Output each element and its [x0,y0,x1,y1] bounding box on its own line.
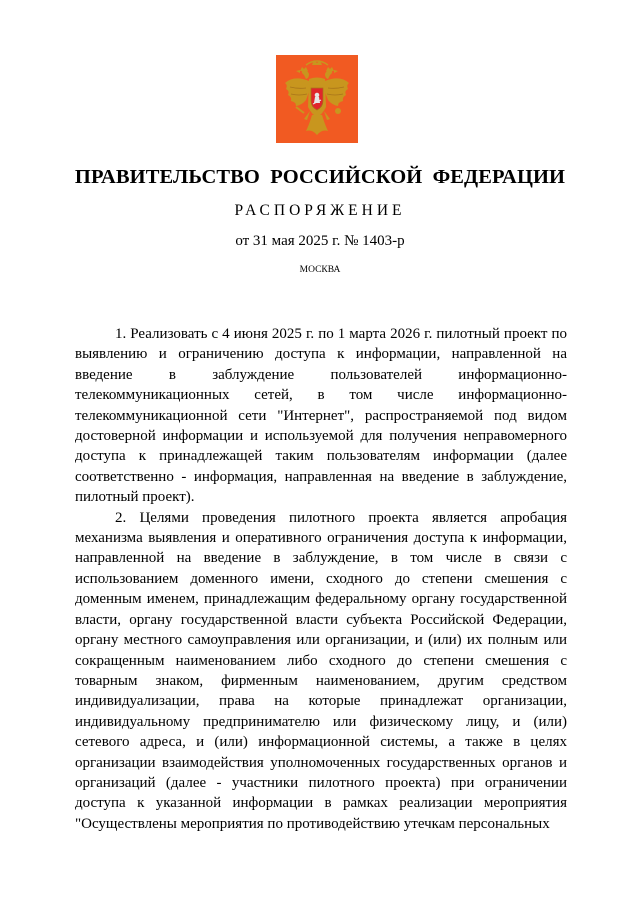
government-title: ПРАВИТЕЛЬСТВО РОССИЙСКОЙ ФЕДЕРАЦИИ [74,166,566,188]
paragraph-1: 1. Реализовать с 4 июня 2025 г. по 1 марта 2026 г. пилотный проект по выявлению и ограничению доступа к информации, направленной на введение в заблуждение пользователей информационно-телекоммуникационных сетей, в том числе информационно-телекоммуникационной сети "Интернет", распространяемой под видом достоверной информации и используемой для получения неправомерного доступа к принадлежащей таким пользователям информации (далее соответственно - информация, направленная на введение в заблуждение, пилотный проект). [75,326,567,506]
russian-coat-of-arms-icon [276,55,358,143]
paragraph-2: 2. Целями проведения пилотного проекта является апробация механизма выявления и оперативного ограничения доступа к информации, направленной на введение в заблуждение, в том числе в связи с использованием доменного имени, сходного до степени смешения с доменным именем, принадлежащим федеральному органу государственной власти, органу государственной власти субъекта Российской Федерации, органу местного самоуправления или организации, и (или) их полным или сокращенным наименованием либо сходного до степени смешения с товарным знаком, фирменным наименованием, другим средством индивидуализации, права на которые принадлежат организации, индивидуальному предпринимателю или физическому лицу, и (или) сетевого адреса, и (или) информационной системы, а также в целях организации взаимодействия уполномоченных государственных органов и организаций (далее - участники пилотного проекта) при ограничении доступа к указанной информации в рамках реализации мероприятия "Осуществлены мероприятия по противодействию утечкам персональных [75,509,567,832]
document-date-number: от 31 мая 2025 г. № 1403-р [235,233,405,249]
document-city: МОСКВА [299,265,341,275]
document-type: РАСПОРЯЖЕНИЕ [234,202,406,219]
document-body [75,324,567,834]
